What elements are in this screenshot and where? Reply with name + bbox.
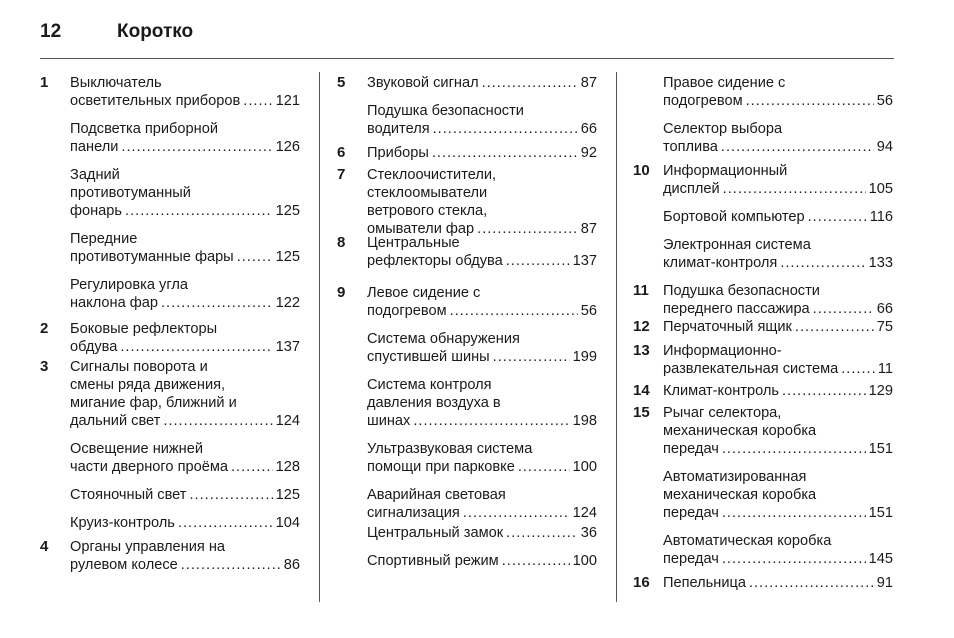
entry-label: Центральный замок	[367, 525, 504, 541]
entry-line: мигание фар, ближний и	[70, 395, 237, 411]
entry-text	[70, 166, 300, 220]
dot-leader	[161, 294, 273, 312]
entry-line: стеклоомыватели	[367, 185, 488, 201]
entry-label: части дверного проёма	[70, 459, 228, 475]
index-entry	[40, 358, 300, 430]
index-entry	[633, 382, 893, 400]
callout-number: 5	[337, 74, 346, 91]
index-entry	[633, 404, 893, 458]
entry-last-line	[367, 412, 597, 430]
entry-text	[367, 74, 597, 92]
entry-label: осветительных приборов	[70, 93, 241, 109]
dot-leader	[433, 120, 578, 138]
entry-text	[367, 330, 597, 366]
entry-text	[663, 74, 893, 110]
entry-line: Рычаг селектора,	[663, 405, 782, 421]
entry-label: наклона фар	[70, 295, 158, 311]
index-entry	[40, 440, 300, 476]
entry-label: омыватели фар	[367, 221, 475, 237]
dot-leader	[493, 348, 570, 366]
dot-leader	[808, 208, 867, 226]
page-reference: 100	[572, 553, 597, 569]
index-entry	[40, 514, 300, 532]
entry-text	[663, 120, 893, 156]
entry-text	[367, 376, 597, 430]
entry-text	[70, 74, 300, 110]
entry-line: Выключатель	[70, 75, 162, 91]
entry-last-line	[663, 440, 893, 458]
dot-leader	[782, 382, 866, 400]
entry-last-line	[663, 180, 893, 198]
index-entry	[337, 284, 597, 320]
page-reference: 75	[876, 319, 893, 335]
entry-last-line	[70, 338, 300, 356]
chapter-title: Коротко	[117, 21, 194, 42]
dot-leader	[181, 556, 281, 574]
entry-line: Ультразвуковая система	[367, 441, 533, 457]
callout-number: 4	[40, 538, 49, 555]
entry-line: Информационный	[663, 163, 788, 179]
entry-label: спустившей шины	[367, 349, 490, 365]
entry-label: панели	[70, 139, 119, 155]
dot-leader	[506, 252, 570, 270]
page-reference: 124	[275, 413, 300, 429]
entry-label: шинах	[367, 413, 411, 429]
index-entry	[40, 74, 300, 110]
page-reference: 121	[275, 93, 300, 109]
entry-line: Центральные	[367, 235, 460, 251]
entry-text	[70, 320, 300, 356]
page-number: 12	[40, 21, 62, 42]
page-reference: 56	[876, 93, 893, 109]
entry-last-line	[70, 486, 300, 504]
dot-leader	[231, 458, 273, 476]
entry-text	[367, 234, 597, 270]
index-entry	[40, 166, 300, 220]
entry-text	[367, 284, 597, 320]
entry-last-line	[663, 300, 893, 318]
entry-text	[367, 440, 597, 476]
entry-text	[663, 404, 893, 458]
dot-leader	[795, 318, 874, 336]
callout-number: 14	[633, 382, 650, 399]
entry-line: Освещение нижней	[70, 441, 203, 457]
dot-leader	[780, 254, 865, 272]
page-reference: 199	[572, 349, 597, 365]
callout-number: 3	[40, 358, 49, 375]
entry-label: дальний свет	[70, 413, 161, 429]
callout-number: 9	[337, 284, 346, 301]
entry-last-line	[70, 248, 300, 266]
entry-label: передач	[663, 441, 719, 457]
callout-number: 6	[337, 144, 346, 161]
dot-leader	[450, 302, 578, 320]
page-reference: 91	[876, 575, 893, 591]
page-reference: 137	[572, 253, 597, 269]
page-reference: 125	[275, 487, 300, 503]
entry-label: Стояночный свет	[70, 487, 187, 503]
page-reference: 11	[877, 361, 893, 377]
entry-line: Передние	[70, 231, 138, 247]
entry-text	[70, 486, 300, 504]
entry-label: Приборы	[367, 145, 429, 161]
dot-leader	[432, 144, 578, 162]
entry-label: подогревом	[367, 303, 447, 319]
entry-last-line	[663, 208, 893, 226]
entry-last-line	[367, 74, 597, 92]
entry-text	[367, 144, 597, 162]
entry-label: фонарь	[70, 203, 123, 219]
entry-line: Подушка безопасности	[367, 103, 524, 119]
entry-line: Информационно-	[663, 343, 782, 359]
entry-last-line	[663, 550, 893, 568]
entry-text	[663, 468, 893, 522]
entry-last-line	[663, 254, 893, 272]
callout-number: 15	[633, 404, 650, 421]
entry-line: давления воздуха в	[367, 395, 501, 411]
entry-line: Задний	[70, 167, 120, 183]
index-entry	[633, 574, 893, 592]
entry-last-line	[70, 412, 300, 430]
entry-label: передач	[663, 505, 719, 521]
callout-number: 10	[633, 162, 650, 179]
page-reference: 66	[580, 121, 597, 137]
dot-leader	[722, 550, 866, 568]
entry-text	[663, 208, 893, 226]
entry-label: водителя	[367, 121, 430, 137]
entry-label: Бортовой компьютер	[663, 209, 805, 225]
entry-last-line	[663, 574, 893, 592]
column-divider	[616, 72, 617, 602]
index-entry	[40, 486, 300, 504]
page-header	[40, 20, 894, 59]
page-reference: 122	[275, 295, 300, 311]
entry-text	[367, 524, 597, 542]
page-reference: 125	[275, 203, 300, 219]
dot-leader	[190, 486, 273, 504]
page-reference: 133	[868, 255, 893, 271]
index-entry	[337, 234, 597, 270]
page-reference: 151	[868, 505, 893, 521]
dot-leader	[841, 360, 875, 378]
entry-line: Система обнаружения	[367, 331, 520, 347]
dot-leader	[463, 504, 570, 522]
index-entry	[633, 162, 893, 198]
entry-label: развлекательная система	[663, 361, 839, 377]
entry-label: топлива	[663, 139, 718, 155]
page-reference: 129	[868, 383, 893, 399]
entry-label: переднего пассажира	[663, 301, 810, 317]
page-reference: 87	[580, 221, 597, 237]
entry-text	[70, 514, 300, 532]
entry-line: Аварийная световая	[367, 487, 506, 503]
page-reference: 126	[275, 139, 300, 155]
entry-text	[70, 440, 300, 476]
entry-text	[663, 162, 893, 198]
page-reference: 198	[572, 413, 597, 429]
entry-last-line	[367, 120, 597, 138]
entry-label: климат-контроля	[663, 255, 778, 271]
entry-last-line	[367, 552, 597, 570]
entry-label: обдува	[70, 339, 118, 355]
entry-line: Подсветка приборной	[70, 121, 218, 137]
entry-line: Подушка безопасности	[663, 283, 820, 299]
page-reference: 94	[876, 139, 893, 155]
entry-label: подогревом	[663, 93, 743, 109]
index-entry	[337, 440, 597, 476]
index-entry	[40, 276, 300, 312]
dot-leader	[163, 412, 272, 430]
page-reference: 145	[868, 551, 893, 567]
callout-number: 7	[337, 166, 346, 183]
entry-text	[663, 574, 893, 592]
index-entry	[40, 230, 300, 266]
dot-leader	[518, 458, 570, 476]
dot-leader	[502, 552, 570, 570]
dot-leader	[237, 248, 273, 266]
index-entry	[337, 376, 597, 430]
entry-line: Селектор выбора	[663, 121, 783, 137]
entry-text	[663, 532, 893, 568]
entry-line: Правое сидение с	[663, 75, 786, 91]
entry-label: помощи при парковке	[367, 459, 515, 475]
index-entry	[337, 552, 597, 570]
entry-text	[367, 102, 597, 138]
index-entry	[633, 532, 893, 568]
page-reference: 92	[580, 145, 597, 161]
page-reference: 151	[868, 441, 893, 457]
index-entry	[40, 120, 300, 156]
page-reference: 36	[580, 525, 597, 541]
entry-label: Климат-контроль	[663, 383, 779, 399]
entry-last-line	[367, 458, 597, 476]
index-entry	[337, 486, 597, 522]
index-entry	[40, 538, 300, 574]
dot-leader	[125, 202, 273, 220]
entry-text	[367, 552, 597, 570]
page-reference: 86	[283, 557, 300, 573]
dot-leader	[120, 338, 272, 356]
entry-line: Левое сидение с	[367, 285, 481, 301]
callout-number: 12	[633, 318, 650, 335]
dot-leader	[746, 92, 874, 110]
entry-last-line	[70, 92, 300, 110]
callout-number: 2	[40, 320, 49, 337]
entry-line: Регулировка угла	[70, 277, 188, 293]
entry-last-line	[367, 524, 597, 542]
entry-last-line	[663, 138, 893, 156]
page-reference: 124	[572, 505, 597, 521]
callout-number: 13	[633, 342, 650, 359]
entry-last-line	[70, 514, 300, 532]
page-reference: 128	[275, 459, 300, 475]
entry-last-line	[663, 504, 893, 522]
entry-label: рефлекторы обдува	[367, 253, 503, 269]
entry-label: дисплей	[663, 181, 720, 197]
dot-leader	[413, 412, 569, 430]
index-entry	[337, 102, 597, 138]
entry-last-line	[663, 318, 893, 336]
entry-text	[663, 282, 893, 318]
entry-line: Сигналы поворота и	[70, 359, 208, 375]
entry-line: Стеклоочистители,	[367, 167, 497, 183]
index-entry	[337, 74, 597, 92]
entry-last-line	[70, 294, 300, 312]
entry-label: Перчаточный ящик	[663, 319, 792, 335]
page-reference: 137	[275, 339, 300, 355]
entry-text	[367, 486, 597, 522]
page-reference: 104	[275, 515, 300, 531]
callout-number: 1	[40, 74, 49, 91]
callout-number: 16	[633, 574, 650, 591]
entry-label: Звуковой сигнал	[367, 75, 479, 91]
dot-leader	[482, 74, 578, 92]
entry-label: противотуманные фары	[70, 249, 234, 265]
entry-text	[70, 276, 300, 312]
index-entry	[633, 342, 893, 378]
entry-label: сигнализация	[367, 505, 460, 521]
index-entry	[633, 468, 893, 522]
entry-last-line	[367, 144, 597, 162]
entry-label: рулевом колесе	[70, 557, 178, 573]
entry-last-line	[70, 556, 300, 574]
entry-label: Круиз-контроль	[70, 515, 175, 531]
dot-leader	[749, 574, 874, 592]
entry-last-line	[663, 360, 893, 378]
entry-line: Автоматизированная	[663, 469, 807, 485]
index-entry	[633, 208, 893, 226]
entry-line: ветрового стекла,	[367, 203, 488, 219]
entry-last-line	[367, 504, 597, 522]
page-reference: 66	[876, 301, 893, 317]
entry-line: механическая коробка	[663, 487, 817, 503]
entry-line: Органы управления на	[70, 539, 226, 555]
index-entry	[633, 236, 893, 272]
entry-last-line	[367, 348, 597, 366]
entry-line: Система контроля	[367, 377, 492, 393]
entry-last-line	[367, 302, 597, 320]
entry-text	[70, 230, 300, 266]
entry-last-line	[663, 382, 893, 400]
entry-last-line	[70, 138, 300, 156]
entry-line: противотуманный	[70, 185, 191, 201]
dot-leader	[506, 524, 578, 542]
entry-text	[367, 166, 597, 238]
index-entry	[633, 282, 893, 318]
page-reference: 116	[869, 209, 893, 225]
page-reference: 125	[275, 249, 300, 265]
entry-line: смены ряда движения,	[70, 377, 226, 393]
index-entry	[633, 74, 893, 110]
entry-label: передач	[663, 551, 719, 567]
entry-text	[663, 236, 893, 272]
entry-last-line	[367, 252, 597, 270]
index-entry	[633, 318, 893, 336]
index-entry	[40, 320, 300, 356]
entry-label: Спортивный режим	[367, 553, 499, 569]
page-reference: 87	[580, 75, 597, 91]
index-entry	[633, 120, 893, 156]
column-divider	[319, 72, 320, 602]
index-entry	[337, 144, 597, 162]
entry-text	[663, 342, 893, 378]
entry-line: Боковые рефлекторы	[70, 321, 218, 337]
entry-line: Электронная система	[663, 237, 811, 253]
index-entry	[337, 524, 597, 542]
dot-leader	[121, 138, 272, 156]
index-entry	[337, 166, 597, 238]
entry-text	[663, 382, 893, 400]
entry-text	[70, 358, 300, 430]
page-reference: 105	[868, 181, 893, 197]
callout-number: 11	[633, 282, 649, 299]
dot-leader	[243, 92, 272, 110]
entry-last-line	[70, 202, 300, 220]
entry-line: механическая коробка	[663, 423, 817, 439]
dot-leader	[723, 180, 866, 198]
dot-leader	[722, 504, 866, 522]
entry-text	[70, 538, 300, 574]
dot-leader	[722, 440, 866, 458]
entry-label: Пепельница	[663, 575, 746, 591]
dot-leader	[813, 300, 874, 318]
callout-number: 8	[337, 234, 346, 251]
index-entry	[337, 330, 597, 366]
entry-last-line	[663, 92, 893, 110]
page-reference: 56	[580, 303, 597, 319]
dot-leader	[178, 514, 273, 532]
page-reference: 100	[572, 459, 597, 475]
entry-text	[663, 318, 893, 336]
entry-last-line	[70, 458, 300, 476]
entry-text	[70, 120, 300, 156]
entry-line: Автоматическая коробка	[663, 533, 832, 549]
dot-leader	[721, 138, 874, 156]
